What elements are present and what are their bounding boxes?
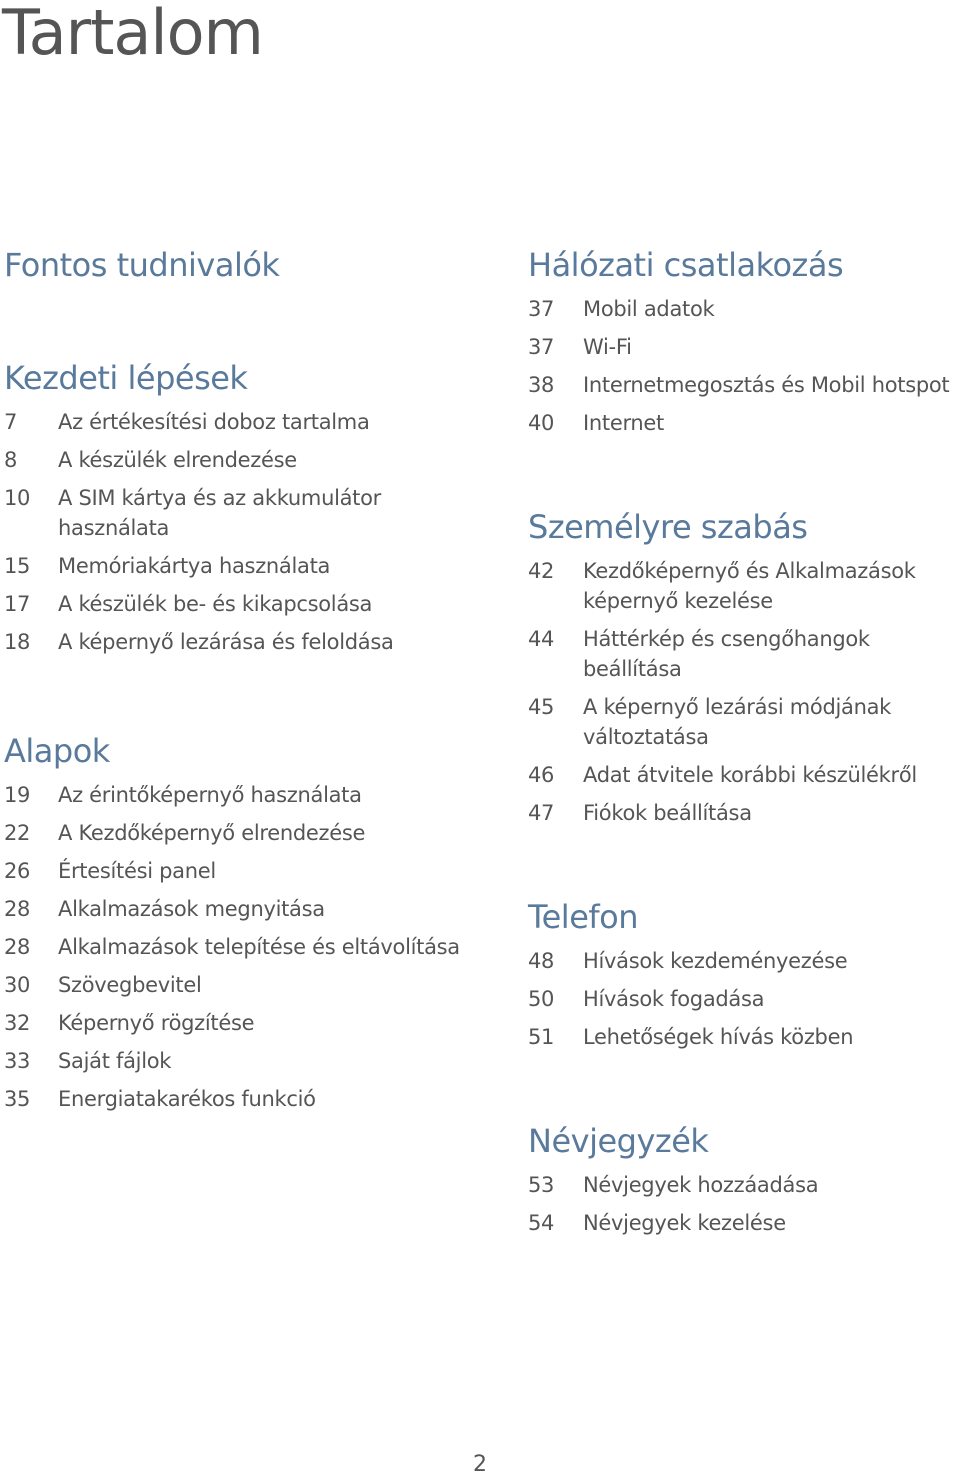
toc-entry-label: Szövegbevitel [58,973,202,997]
toc-entry-page-number: 40 [528,411,555,435]
toc-entry-label: Háttérkép és csengőhangok beállítása [583,627,870,681]
toc-entry[interactable] [4,445,474,475]
section-title: Telefon [528,898,638,936]
toc-entry-label: Adat átvitele korábbi készülékről [583,763,917,787]
toc-entry-label: Wi-Fi [583,335,632,359]
toc-entry-page-number: 30 [4,973,31,997]
toc-entry-label: Energiatakarékos funkció [58,1087,316,1111]
toc-entry-label: Az érintőképernyő használata [58,783,362,807]
toc-entry[interactable] [528,370,958,400]
toc-entry[interactable] [4,627,474,657]
toc-entry-label: Alkalmazások telepítése és eltávolítása [58,935,460,959]
toc-entry-page-number: 51 [528,1025,555,1049]
toc-entry[interactable] [528,1022,958,1052]
toc-entry[interactable] [528,946,958,976]
toc-entry[interactable] [528,798,958,828]
toc-entry-page-number: 42 [528,559,555,583]
toc-entry-page-number: 7 [4,410,18,434]
toc-entry-label: Hívások kezdeményezése [583,949,848,973]
toc-entry-page-number: 53 [528,1173,555,1197]
toc-entry-label: A képernyő lezárása és feloldása [58,630,394,654]
toc-entry-page-number: 47 [528,801,555,825]
toc-entry-page-number: 48 [528,949,555,973]
toc-entry-page-number: 46 [528,763,555,787]
section-title: Személyre szabás [528,508,808,546]
toc-entry-label: Értesítési panel [58,859,216,883]
toc-entry[interactable] [528,692,958,752]
toc-entry-label: Alkalmazások megnyitása [58,897,325,921]
toc-entry-page-number: 28 [4,897,31,921]
toc-entry[interactable] [528,760,958,790]
toc-entry-label: A SIM kártya és az akkumulátor használata [58,486,382,540]
toc-entry[interactable] [528,1170,958,1200]
toc-entry-label: Saját fájlok [58,1049,172,1073]
toc-entry[interactable] [4,970,474,1000]
toc-entry[interactable] [4,483,474,543]
section-title: Fontos tudnivalók [4,246,280,284]
toc-entry[interactable] [528,1208,958,1238]
toc-section [4,732,474,1114]
toc-section [528,1122,958,1238]
toc-entry-page-number: 45 [528,695,555,719]
toc-entry-page-number: 37 [528,335,555,359]
toc-entry[interactable] [4,856,474,886]
page-number: 2 [473,1452,487,1477]
toc-entry-page-number: 50 [528,987,555,1011]
toc-entry-page-number: 26 [4,859,31,883]
toc-entry[interactable] [528,984,958,1014]
toc-section [4,359,474,657]
page-title: Tartalom [2,0,263,69]
toc-right-column [528,246,958,1246]
toc-entry[interactable] [4,407,474,437]
section-title: Alapok [4,732,110,770]
toc-section [4,246,474,284]
toc-entry[interactable] [4,551,474,581]
toc-entry[interactable] [528,624,958,684]
toc-entry[interactable] [4,1084,474,1114]
toc-entry-label: Mobil adatok [583,297,715,321]
toc-entry-page-number: 18 [4,630,31,654]
toc-section [528,246,958,438]
section-title: Hálózati csatlakozás [528,246,844,284]
toc-entry-label: Hívások fogadása [583,987,765,1011]
toc-entry-label: Névjegyek hozzáadása [583,1173,819,1197]
toc-entry-label: A képernyő lezárási módjának változtatása [583,695,892,749]
toc-entry-page-number: 28 [4,935,31,959]
toc-entry-label: A készülék elrendezése [58,448,297,472]
toc-entry-page-number: 15 [4,554,31,578]
toc-entry-page-number: 17 [4,592,31,616]
toc-entry-page-number: 54 [528,1211,555,1235]
toc-entry-page-number: 8 [4,448,18,472]
toc-entry[interactable] [4,589,474,619]
section-title: Névjegyzék [528,1122,709,1160]
toc-entry-label: Kezdőképernyő és Alkalmazások képernyő kezelése [583,559,916,613]
toc-entry[interactable] [528,408,958,438]
toc-entry[interactable] [528,556,958,616]
toc-entry-label: Internetmegosztás és Mobil hotspot [583,373,950,397]
toc-entry[interactable] [4,818,474,848]
toc-entry-page-number: 33 [4,1049,31,1073]
toc-entry-page-number: 19 [4,783,31,807]
toc-entry-label: Képernyő rögzítése [58,1011,255,1035]
toc-entry[interactable] [4,894,474,924]
toc-entry-label: Memóriakártya használata [58,554,331,578]
toc-entry-label: A Kezdőképernyő elrendezése [58,821,366,845]
toc-entry-label: Fiókok beállítása [583,801,752,825]
toc-entry-page-number: 35 [4,1087,31,1111]
toc-entry-page-number: 22 [4,821,31,845]
toc-entry-page-number: 32 [4,1011,31,1035]
toc-entry-page-number: 38 [528,373,555,397]
toc-entry-label: Az értékesítési doboz tartalma [58,410,370,434]
toc-entry[interactable] [4,1008,474,1038]
section-title: Kezdeti lépések [4,359,248,397]
toc-entry[interactable] [528,332,958,362]
toc-entry-page-number: 44 [528,627,555,651]
toc-entry-label: Internet [583,411,664,435]
toc-left-column [4,246,474,1122]
toc-entry[interactable] [4,1046,474,1076]
toc-entry[interactable] [4,780,474,810]
toc-section [528,508,958,828]
toc-entry[interactable] [528,294,958,324]
toc-section [528,898,958,1052]
toc-entry-page-number: 10 [4,486,31,510]
toc-entry-label: Lehetőségek hívás közben [583,1025,854,1049]
toc-entry-label: Névjegyek kezelése [583,1211,786,1235]
toc-entry-label: A készülék be- és kikapcsolása [58,592,373,616]
toc-entry[interactable] [4,932,474,962]
toc-entry-page-number: 37 [528,297,555,321]
